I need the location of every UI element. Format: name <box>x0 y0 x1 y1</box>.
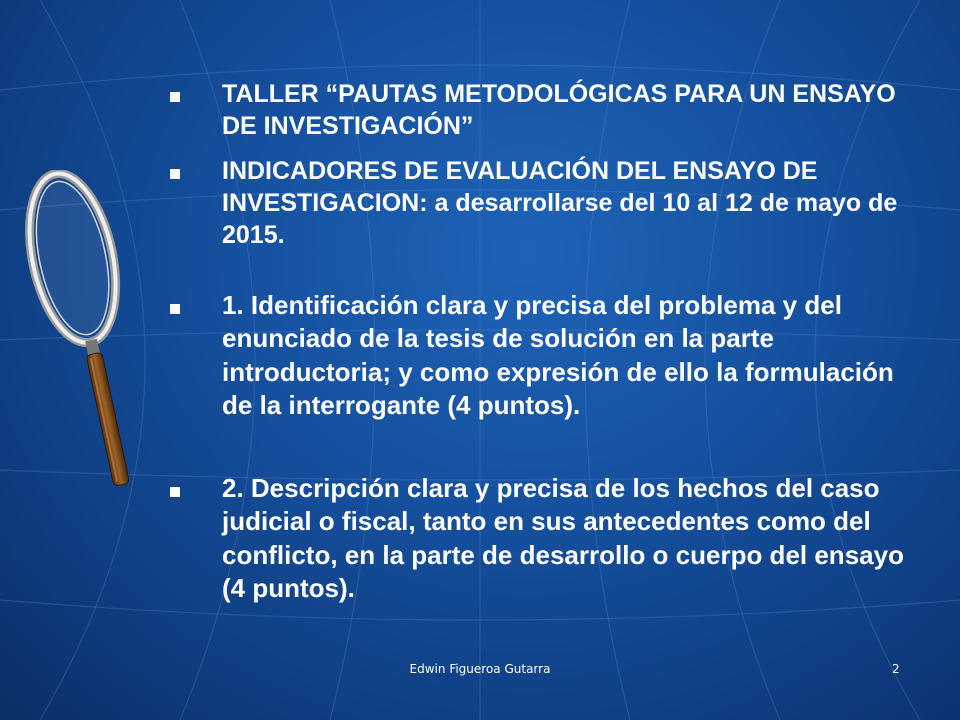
bullet-text: 2. Descripción clara y precisa de los hechos del caso judicial o fiscal, tanto en sus antecedentes como del conflicto, en la parte de desarrollo o cuerpo del ensayo (4 puntos). <box>222 473 904 603</box>
footer-author: Edwin Figueroa Gutarra <box>409 662 551 676</box>
square-bullet-icon <box>170 304 180 314</box>
bullet-item-criterion-1 <box>160 289 920 422</box>
bullet-list <box>160 78 920 605</box>
square-bullet-icon <box>170 92 180 102</box>
square-bullet-icon <box>170 487 180 497</box>
page-number: 2 <box>892 662 900 676</box>
bullet-item-indicadores <box>160 155 920 251</box>
bullet-item-criterion-2 <box>160 472 920 605</box>
bullet-text: TALLER “PAUTAS METODOLÓGICAS PARA UN ENSAYO DE INVESTIGACIÓN” <box>222 80 896 140</box>
bullet-item-taller <box>160 78 920 142</box>
bullet-text: INDICADORES DE EVALUACIÓN DEL ENSAYO DE INVESTIGACION: a desarrollarse del 10 al 12 de mayo de 2015. <box>222 157 898 249</box>
bullet-text: 1. Identificación clara y precisa del problema y del enunciado de la tesis de solución en la parte introductoria; y como expresión de ello la formulación de la interrogante (4 puntos). <box>222 290 894 420</box>
square-bullet-icon <box>170 169 180 179</box>
magnifying-glass-icon <box>18 170 148 500</box>
